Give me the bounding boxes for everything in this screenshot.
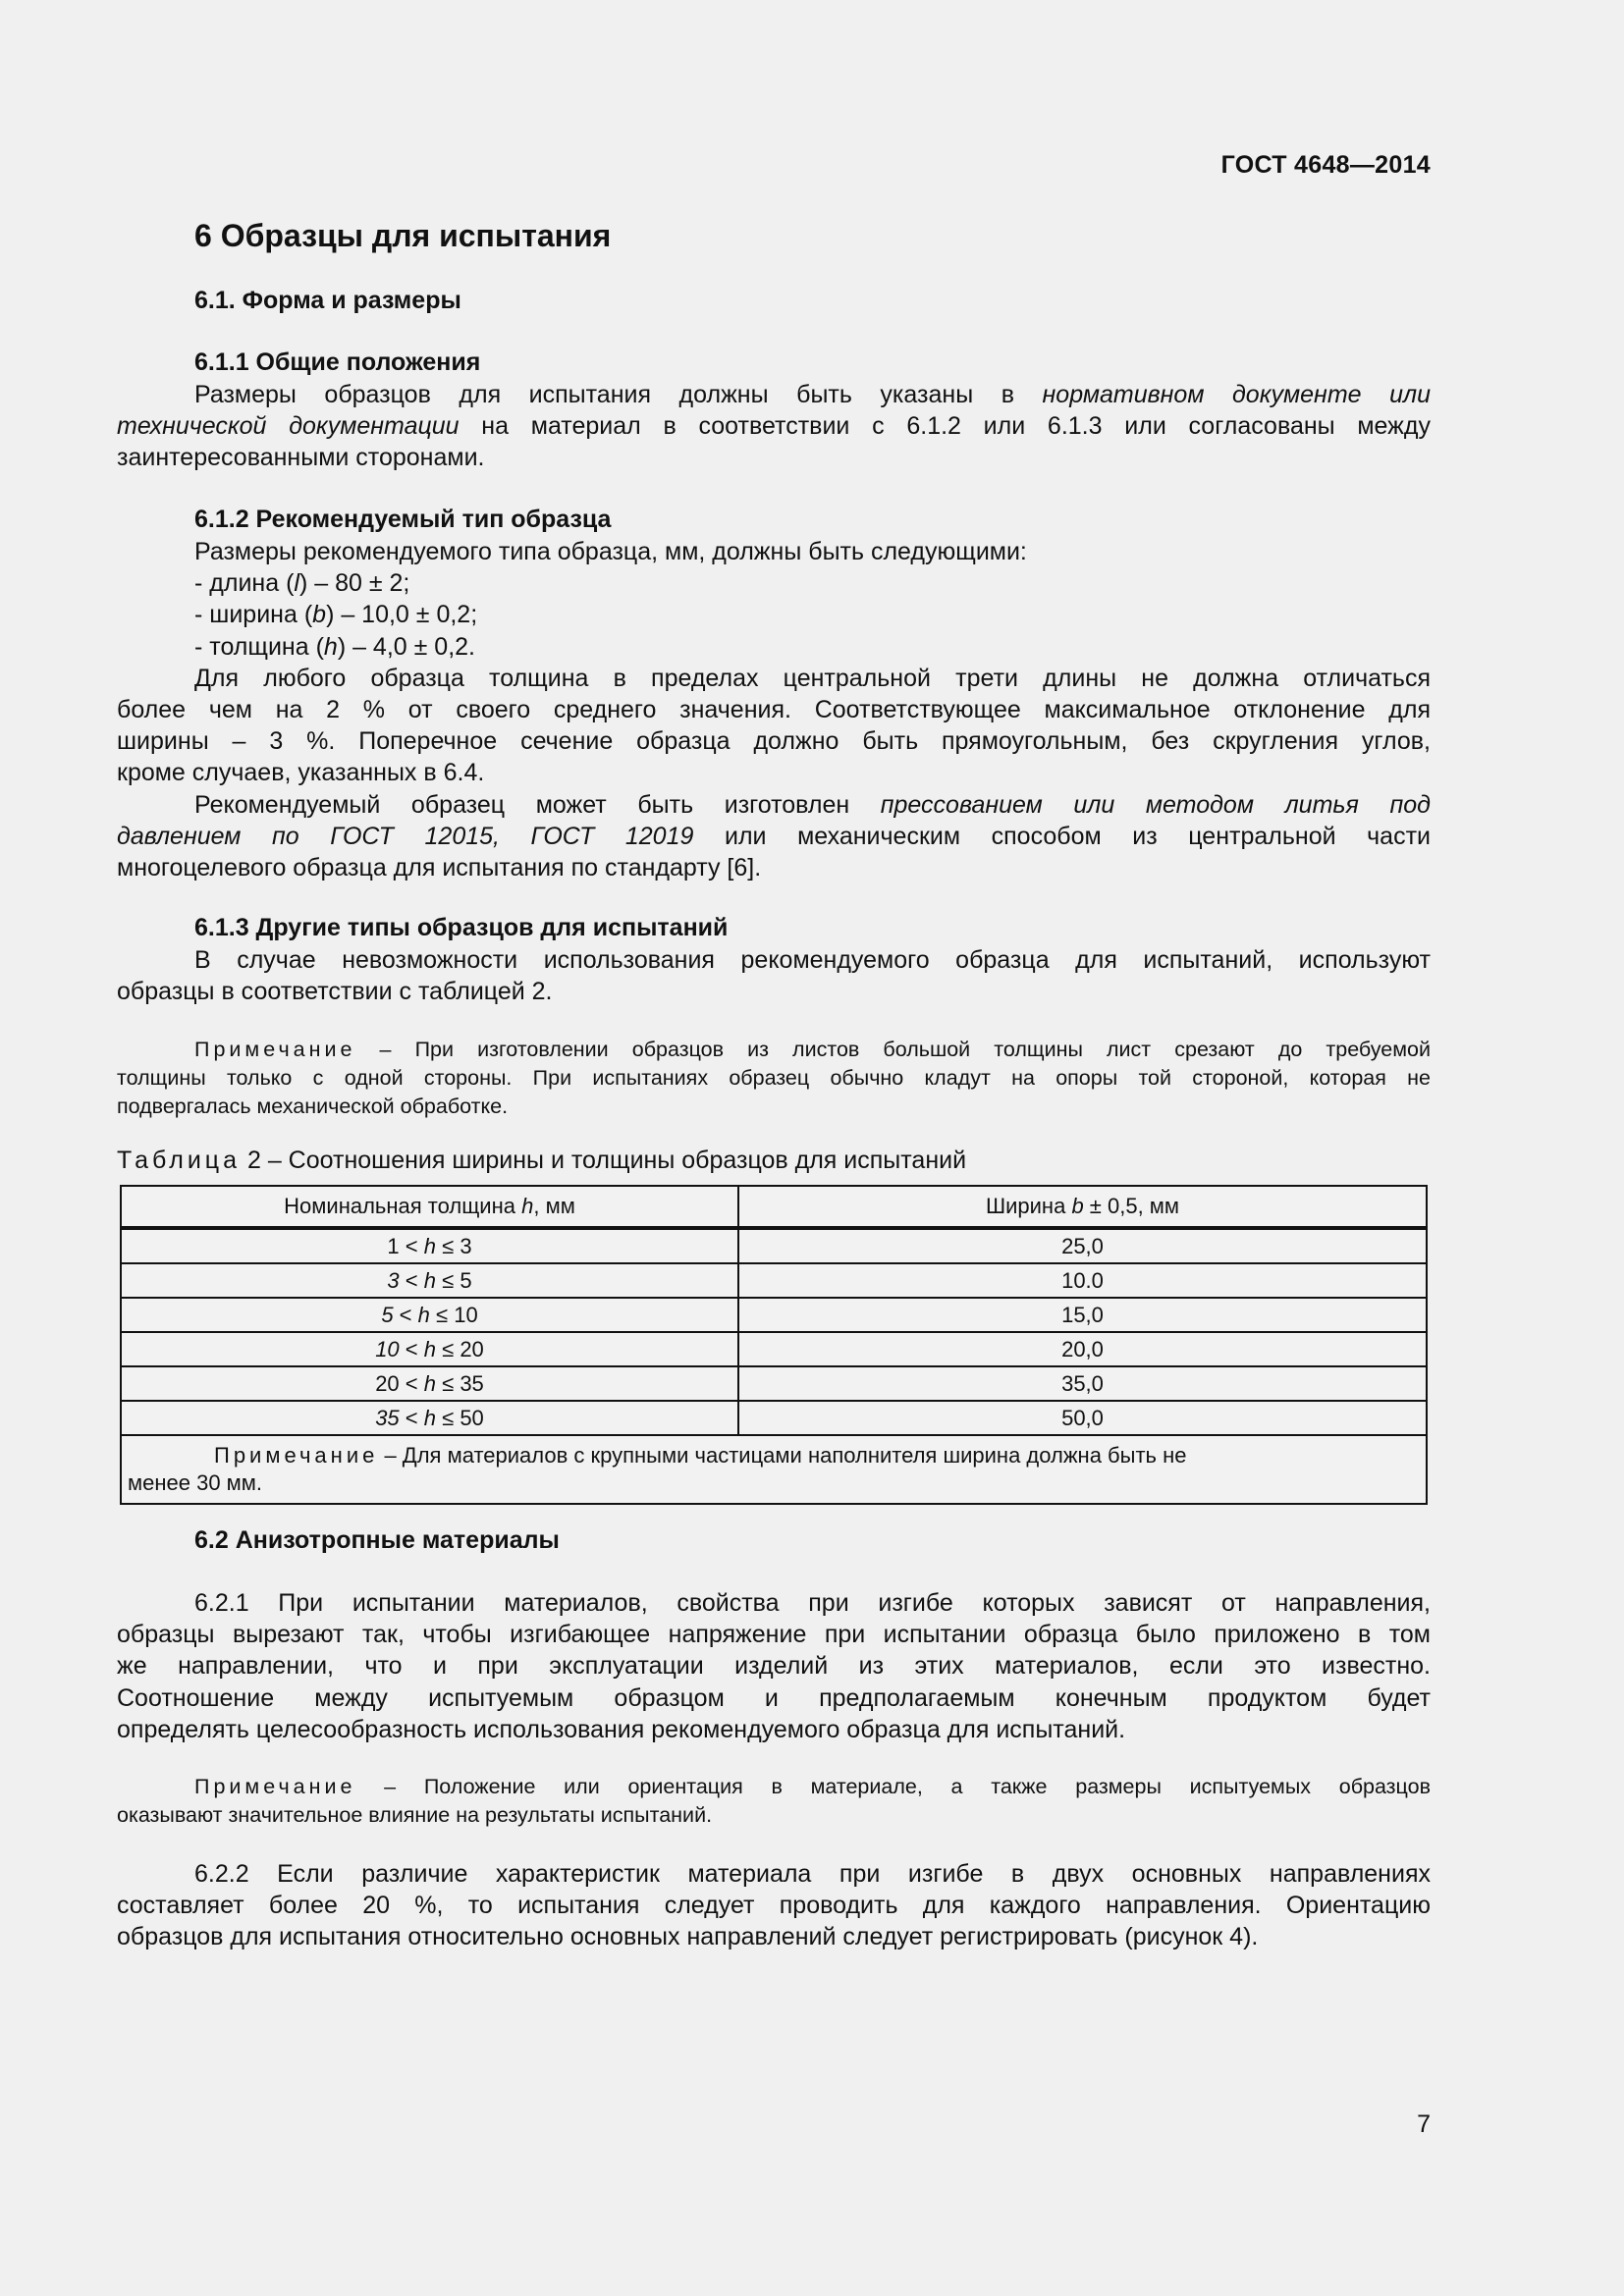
thickness-cell: 10 < h ≤ 20: [121, 1332, 738, 1366]
text-line: заинтересованными сторонами.: [117, 444, 485, 472]
text-line: определять целесообразность использования рекомендуемого образца для испытаний.: [117, 1715, 1126, 1743]
text-line: давлением по ГОСТ 12015, ГОСТ 12019 или механическим способом из центральной части: [117, 822, 1431, 850]
section-6-1-2-title: 6.1.2 Рекомендуемый тип образца: [194, 506, 612, 533]
note-line: Примечание – При изготовлении образцов из листов большой толщины лист срезают до требуемой: [194, 1038, 1431, 1061]
text-line: ширины – 3 %. Поперечное сечение образца должно быть прямоугольным, без скругления углов,: [117, 727, 1431, 756]
text-line: кроме случаев, указанных в 6.4.: [117, 759, 485, 787]
section-6-2-2-text: [117, 1858, 1431, 1953]
dimension-length: - длина (l) – 80 ± 2;: [194, 569, 410, 598]
width-cell: 35,0: [738, 1366, 1427, 1401]
section-6-1-3-text: [117, 944, 1431, 1007]
note-line: Примечание – Положение или ориентация в материале, а также размеры испытуемых образцов: [194, 1775, 1431, 1798]
section-6-title: 6 Образцы для испытания: [194, 218, 612, 253]
thickness-cell: 20 < h ≤ 35: [121, 1366, 738, 1401]
section-6-1-3-title: 6.1.3 Другие типы образцов для испытаний: [194, 914, 729, 941]
text-line: более чем на 2 % от своего среднего значения. Соответствующее максимальное отклонение для: [117, 696, 1431, 724]
table-header-row: [121, 1186, 1427, 1228]
text-line: Размеры рекомендуемого типа образца, мм, должны быть следующими:: [194, 538, 1027, 565]
table-2-caption: Таблица 2 – Соотношения ширины и толщины образцов для испытаний: [117, 1147, 967, 1174]
text-line: образцов для испытания относительно основных направлений следует регистрировать (рисунок 4).: [117, 1923, 1259, 1951]
width-cell: 15,0: [738, 1298, 1427, 1332]
text-line: составляет более 20 %, то испытания следует проводить для каждого направления. Ориентацию: [117, 1892, 1431, 1920]
text-line: Соотношение между испытуемым образцом и предполагаемым конечным продуктом будет: [117, 1683, 1431, 1712]
section-6-1-1-text: [117, 379, 1431, 474]
note-label: Примечание: [194, 1775, 356, 1798]
column-header-thickness: Номинальная толщина h, мм: [121, 1186, 738, 1228]
note-label: Примечание: [194, 1038, 356, 1061]
table-row: [121, 1366, 1427, 1401]
note-label: Примечание: [214, 1443, 379, 1468]
section-6-1-1-title: 6.1.1 Общие положения: [194, 348, 481, 376]
table-row: [121, 1263, 1427, 1298]
text-line: 6.2.1 При испытании материалов, свойства при изгибе которых зависят от направления,: [194, 1589, 1431, 1617]
section-6-1-2-text: [117, 536, 1431, 883]
table-2: [120, 1185, 1428, 1505]
text-line: Рекомендуемый образец может быть изготовлен прессованием или методом литья под: [194, 790, 1431, 819]
note-6-1-3: [117, 1036, 1431, 1121]
width-cell: 25,0: [738, 1228, 1427, 1263]
text-line: же направлении, что и при эксплуатации изделий из этих материалов, если это известно.: [117, 1652, 1431, 1681]
page-number: 7: [1417, 2110, 1431, 2138]
table-row: [121, 1401, 1427, 1435]
width-cell: 10.0: [738, 1263, 1427, 1298]
table-row: [121, 1228, 1427, 1263]
thickness-cell: 3 < h ≤ 5: [121, 1263, 738, 1298]
document-code: ГОСТ 4648—2014: [1220, 151, 1431, 179]
note-line: оказывают значительное влияние на результаты испытаний.: [117, 1803, 713, 1827]
column-header-width: Ширина b ± 0,5, мм: [738, 1186, 1427, 1228]
dimension-width: - ширина (b) – 10,0 ± 0,2;: [194, 601, 478, 629]
thickness-cell: 1 < h ≤ 3: [121, 1228, 738, 1263]
table-row: [121, 1298, 1427, 1332]
note-line: подвергалась механической обработке.: [117, 1095, 509, 1118]
thickness-cell: 35 < h ≤ 50: [121, 1401, 738, 1435]
note-6-2: [117, 1773, 1431, 1830]
section-6-2-title: 6.2 Анизотропные материалы: [194, 1526, 560, 1554]
width-cell: 50,0: [738, 1401, 1427, 1435]
section-6-2-1-text: [117, 1587, 1431, 1745]
section-6-1-title: 6.1. Форма и размеры: [194, 287, 461, 314]
text-line: 6.2.2 Если различие характеристик материала при изгибе в двух основных направлениях: [194, 1860, 1431, 1888]
text-line: образцы вырезают так, чтобы изгибающее напряжение при испытании образца было приложено в том: [117, 1621, 1431, 1649]
table-note-row: [121, 1435, 1427, 1504]
table-row: [121, 1332, 1427, 1366]
table-note: Примечание – Для материалов с крупными частицами наполнителя ширина должна быть не менее 30 мм.: [121, 1435, 1427, 1504]
dimension-thickness: - толщина (h) – 4,0 ± 0,2.: [194, 632, 475, 661]
text-line: Размеры образцов для испытания должны быть указаны в нормативном документе или: [194, 381, 1431, 408]
text-line: технической документации на материал в соответствии с 6.1.2 или 6.1.3 или согласованы между: [117, 412, 1431, 441]
note-line: толщины только с одной стороны. При испытаниях образец обычно кладут на опоры той стороной, которая не: [117, 1066, 1431, 1090]
thickness-cell: 5 < h ≤ 10: [121, 1298, 738, 1332]
text-line: В случае невозможности использования рекомендуемого образца для испытаний, используют: [194, 946, 1431, 974]
text-line: образцы в соответствии с таблицей 2.: [117, 978, 553, 1006]
text-line: Для любого образца толщина в пределах центральной трети длины не должна отличаться: [194, 664, 1431, 692]
text-line: многоцелевого образца для испытания по стандарту [6].: [117, 854, 762, 882]
width-cell: 20,0: [738, 1332, 1427, 1366]
